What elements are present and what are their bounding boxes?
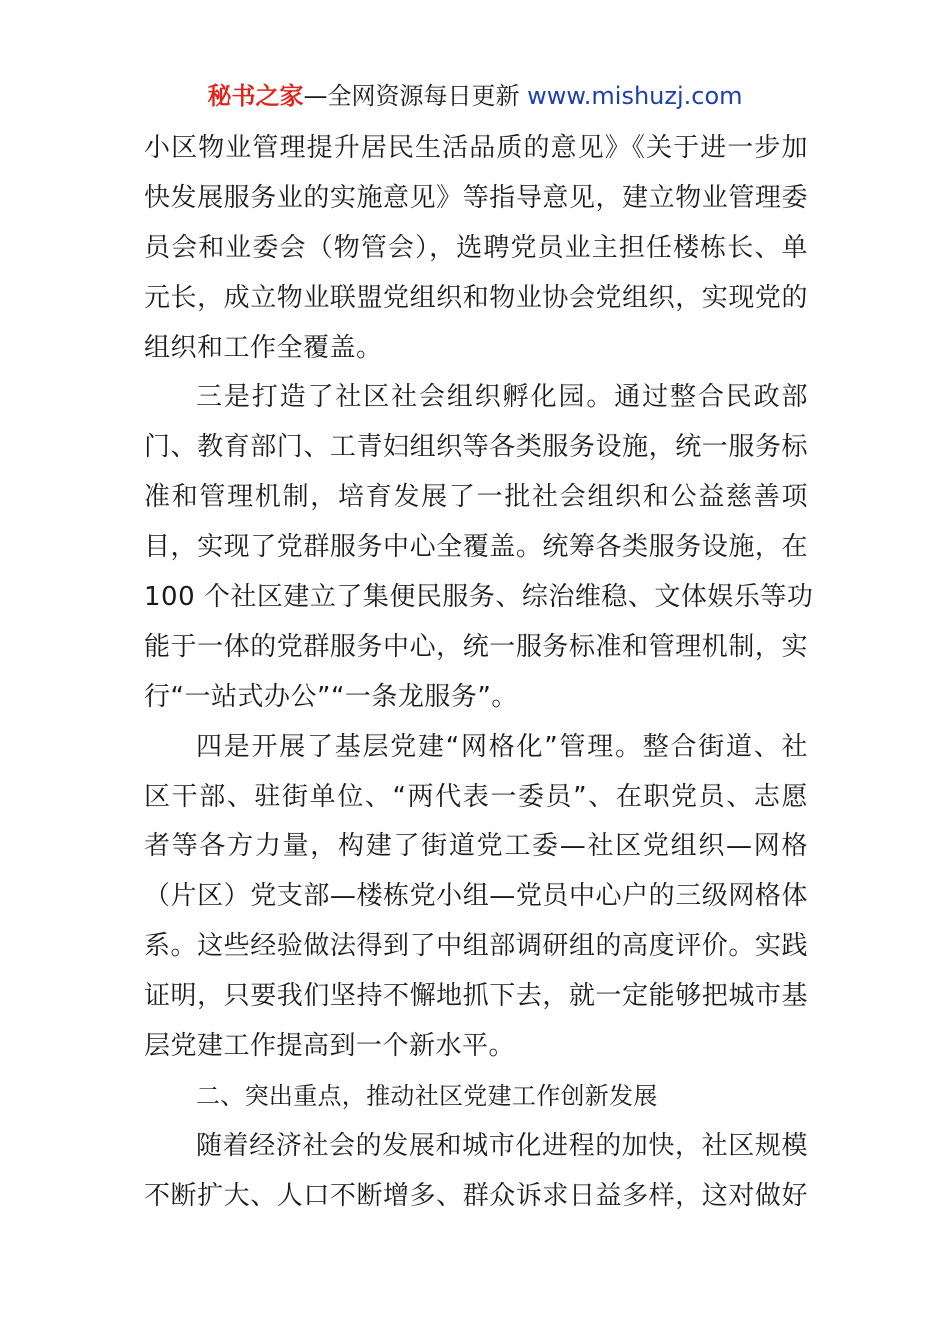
text-line: 快发展服务业的实施意见》等指导意见，建立物业管理委 (144, 182, 808, 213)
text-line: 随着经济社会的发展和城市化进程的加快，社区规模 (196, 1130, 808, 1161)
page-header (0, 80, 950, 112)
text-line: 能于一体的党群服务中心，统一服务标准和管理机制，实 (144, 631, 808, 662)
text-line: 证明，只要我们坚持不懈地抓下去，就一定能够把城市基 (144, 981, 808, 1012)
text-line: 层党建工作提高到一个新水平。 (144, 1031, 516, 1062)
text-line: 不断扩大、人口不断增多、群众诉求日益多样，这对做好 (144, 1180, 808, 1211)
document-body (144, 124, 814, 1222)
text-line: 系。这些经验做法得到了中组部调研组的高度评价。实践 (144, 931, 808, 962)
text-line: 行“一站式办公”“一条龙服务”。 (144, 681, 518, 712)
header-tagline: —全网资源每日更新 (303, 82, 528, 110)
text-line: 者等各方力量，构建了街道党工委—社区党组织—网格 (144, 831, 808, 862)
text-line: 员会和业委会（物管会），选聘党员业主担任楼栋长、单 (144, 232, 808, 263)
text-line: 小区物业管理提升居民生活品质的意见》《关于进一步加 (144, 133, 808, 163)
section-heading: 二、突出重点，推动社区党建工作创新发展 (196, 1081, 658, 1110)
text-line: 区干部、驻街单位、“两代表一委员”、在职党员、志愿 (144, 781, 808, 812)
text-line: 组织和工作全覆盖。 (144, 332, 383, 363)
text-line: 三是打造了社区社会组织孵化园。通过整合民政部 (196, 382, 808, 413)
text-line: 准和管理机制，培育发展了一批社会组织和公益慈善项 (144, 482, 808, 513)
website-link[interactable]: www.mishuzj.com (527, 82, 743, 110)
text-line: 元长，成立物业联盟党组织和物业协会党组织，实现党的 (144, 282, 808, 313)
text-line: 四是开展了基层党建“网格化”管理。整合街道、社 (196, 731, 808, 762)
brand-name: 秘书之家 (207, 82, 304, 110)
text-line: （片区）党支部—楼栋党小组—党员中心户的三级网格体 (144, 881, 808, 912)
text-line: 门、教育部门、工青妇组织等各类服务设施，统一服务标 (144, 432, 808, 463)
text-line: 100 个社区建立了集便民服务、综治维稳、文体娱乐等功 (144, 582, 814, 613)
text-line: 目，实现了党群服务中心全覆盖。统筹各类服务设施，在 (144, 532, 808, 563)
